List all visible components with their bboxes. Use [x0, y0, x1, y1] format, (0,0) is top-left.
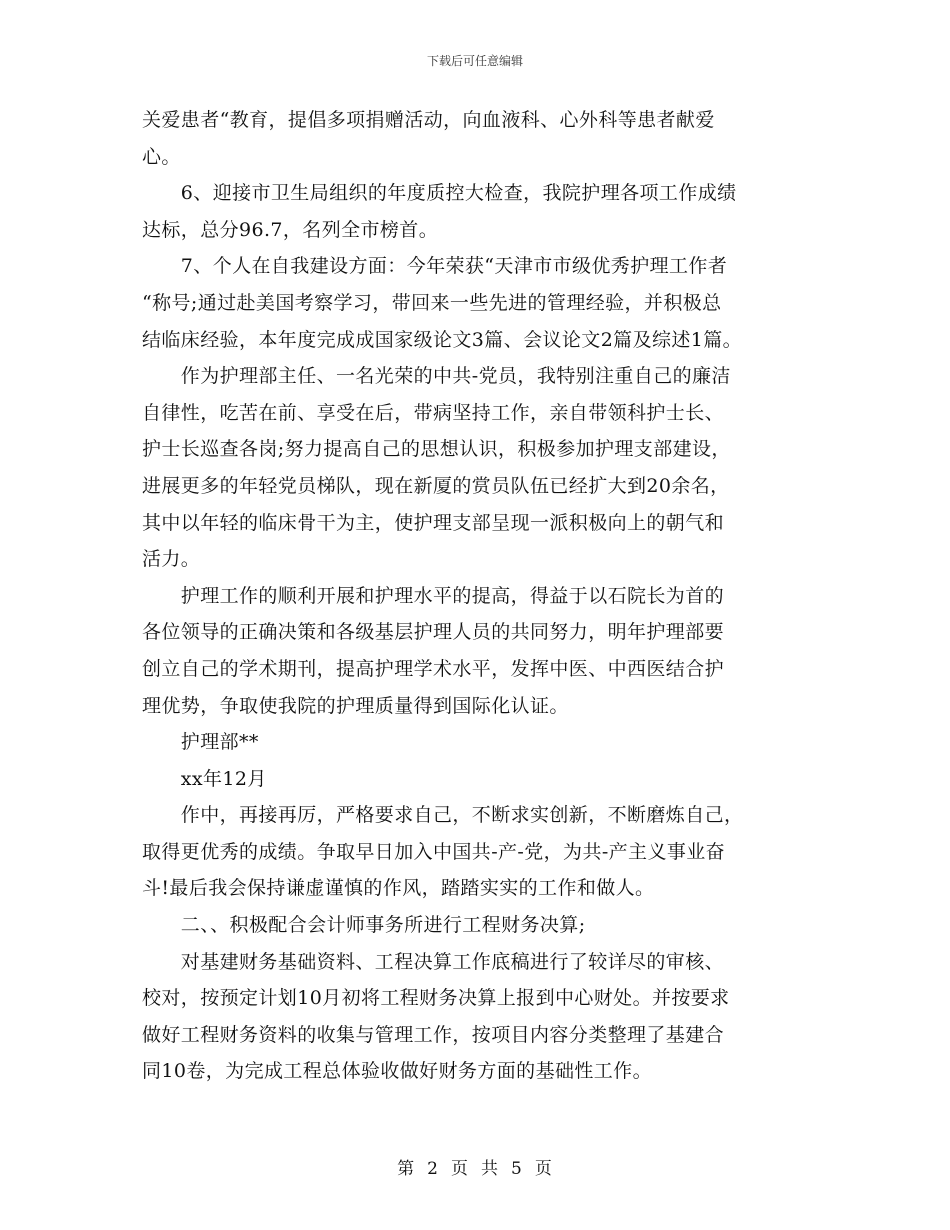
- text-line: 斗!最后我会保持谦虚谨慎的作风，踏踏实实的工作和做人。: [142, 877, 655, 900]
- text-line: 进展更多的年轻党员梯队，现在新厦的赏员队伍已经扩大到20余名，: [142, 474, 730, 497]
- text-line: 校对，按预定计划10月初将工程财务决算上报到中心财处。并按要求: [142, 987, 730, 1010]
- paragraph-donation: [142, 102, 812, 175]
- text-line: 做好工程财务资料的收集与管理工作，按项目内容分类整理了基建合: [142, 1023, 725, 1046]
- text-line: 6、迎接市卫生局组织的年度质控大检查，我院护理各项工作成绩: [142, 182, 737, 205]
- signature-date: [142, 761, 812, 798]
- text-line: 各位领导的正确决策和各级基层护理人员的共同努力，明年护理部要: [142, 621, 725, 644]
- text-line: 达标，总分96.7，名列全市榜首。: [142, 218, 439, 241]
- paragraph-quality-check: [142, 175, 812, 248]
- footer-middle: 页: [451, 1159, 469, 1179]
- text-line: 作中，再接再厉，严格要求自己，不断求实创新，不断磨炼自己，: [142, 804, 744, 827]
- text-line: 护理工作的顺利开展和护理水平的提高，得益于以石院长为首的: [142, 584, 725, 607]
- text-line: xx年12月: [142, 767, 267, 790]
- text-line: 取得更优秀的成绩。争取早日加入中国共-产-党，为共-产主义事业奋: [142, 840, 726, 863]
- footer-total-prefix: 共: [481, 1159, 499, 1179]
- paragraph-thanks: [142, 578, 812, 724]
- text-line: 活力。: [142, 548, 201, 571]
- text-line: 自律性，吃苦在前、享受在后，带病坚持工作，亲自带领科护士长、: [142, 401, 725, 424]
- paragraph-financial-audit: [142, 944, 812, 1090]
- page-number-current: 2: [427, 1159, 439, 1179]
- document-body: [142, 102, 812, 1090]
- text-line: 7、个人在自我建设方面：今年荣获“天津市市级优秀护理工作者: [142, 255, 728, 278]
- paragraph-work-resolve: [142, 797, 812, 907]
- text-line: 作为护理部主任、一名光荣的中共-党员，我特别注重自己的廉洁: [142, 365, 731, 388]
- text-line: 同10卷，为完成工程总体验收做好财务方面的基础性工作。: [142, 1060, 652, 1083]
- text-line: 关爱患者“教育，提倡多项捐赠活动，向血液科、心外科等患者献爱: [142, 109, 715, 131]
- text-line: 对基建财务基础资料、工程决算工作底稿进行了较详尽的审核、: [142, 950, 725, 973]
- page-number-total: 5: [511, 1159, 523, 1179]
- paragraph-director-role: [142, 358, 812, 578]
- signature-department: [142, 724, 812, 761]
- section-heading-financial-audit: [142, 907, 812, 944]
- text-line: 结临床经验，本年度完成成国家级论文3篇、会议论文2篇及综述1篇。: [142, 328, 743, 351]
- text-line: 理优势，争取使我院的护理质量得到国际化认证。: [142, 694, 569, 717]
- text-line: 护士长巡查各岗;努力提高自己的思想认识，积极参加护理支部建设，: [142, 438, 731, 461]
- text-line: 创立自己的学术期刊，提高护理学术水平，发挥中医、中西医结合护: [142, 657, 725, 680]
- footer-suffix: 页: [534, 1159, 553, 1179]
- text-line: 心。: [142, 145, 181, 168]
- paragraph-self-development: [142, 248, 812, 358]
- text-line: 其中以年轻的临床骨干为主，使护理支部呈现一派积极向上的朝气和: [142, 511, 725, 534]
- page-header: 下载后可任意编辑: [426, 54, 523, 68]
- text-line: 二、、积极配合会计师事务所进行工程财务决算;: [142, 914, 586, 937]
- text-line: “称号;通过赴美国考察学习，带回来一些先进的管理经验，并积极总: [142, 291, 722, 314]
- footer-prefix: 第: [397, 1159, 416, 1179]
- text-line: 护理部**: [142, 731, 259, 754]
- page-footer: [0, 1154, 950, 1179]
